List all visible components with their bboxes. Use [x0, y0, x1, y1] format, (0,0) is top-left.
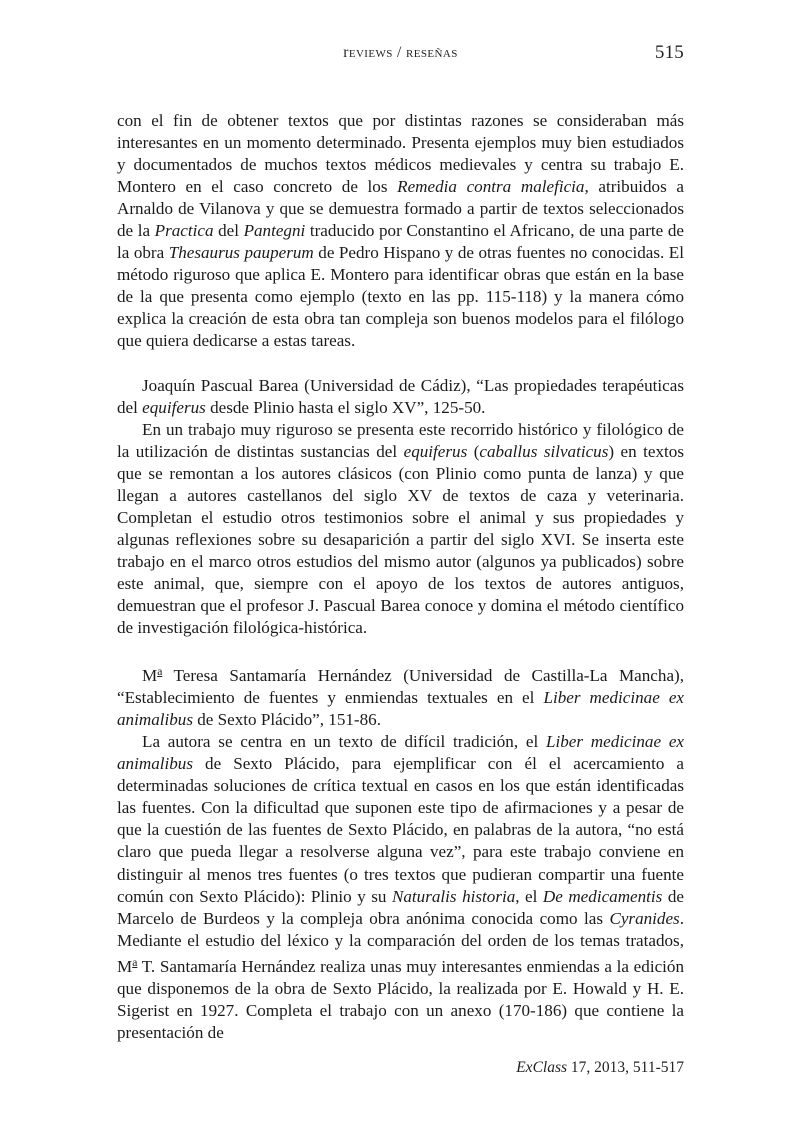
- italic-title: equiferus: [142, 397, 206, 417]
- text-run: Joaquín Pascual Barea (Universidad de Cádiz), “Las propiedades terapéuticas del: [117, 375, 684, 417]
- text-run: de Pedro Hispano y de otras fuentes no conocidas. El método riguroso que aplica E. Montero para identificar obras que están en la base de la que presenta como ejemplo (texto en las pp. 115-118) y la manera cómo explica la creación de esta obra tan compleja son buenos modelos para el filólogo que quiera dedicarse a estas tareas.: [117, 243, 684, 351]
- text-run: del: [213, 221, 244, 241]
- text-run: ) en textos que se remontan a los autores clásicos (con Plinio como punta de lanza) y que llegan a autores castellanos del siglo XV de textos de caza y veterinaria. Completan el estudio otros testimonios sobre el animal y sus propiedades y algunas reflexiones sobre su desaparición a partir del siglo XVI. Se inserta este trabajo en el marco otros estudios del mismo autor (algunos ya publicados) sobre este animal, que, siempre con el apoyo de los textos de autores antiguos, demuestran que el profesor J. Pascual Barea conoce y domina el método científico de investigación filológica-histórica.: [117, 441, 684, 638]
- ordinal-superscript: a: [132, 955, 138, 969]
- italic-title: Remedia contra maleficia: [397, 177, 585, 197]
- italic-title: Naturalis historia: [391, 886, 516, 906]
- page-number: 515: [654, 42, 684, 63]
- paragraph: [117, 110, 684, 353]
- italic-title: Cyranides: [609, 908, 680, 928]
- italic-title: Liber medicinae ex animalibus: [117, 688, 685, 730]
- running-head-title: reviews / reseñas: [343, 44, 458, 61]
- paragraph: [117, 419, 684, 639]
- text-run: con el fin de obtener textos que por distintas razones se consideraban más interesantes en un momento determinado. Presenta ejemplos muy bien estudiados y documentados de muchos textos médicos medievales y centra su trabajo E. Montero en el caso concreto de los: [117, 111, 684, 197]
- text-run: de Sexto Plácido, para ejemplificar con él el acercamiento a determinadas soluciones de crítica textual en casos en los que están identificadas las fuentes. Con la dificultad que suponen este tipo de afirmaciones y a pesar de que la cuestión de las fuentes de Sexto Plácido, en palabras de la autora, “no está claro que pueda llegar a resolverse alguna vez”, para este trabajo conviene en distinguir al menos tres fuentes (o tres textos que pudieran compartir una fuente común con Sexto Plácido): Plinio y su: [117, 754, 684, 906]
- text-run: M: [142, 666, 158, 686]
- italic-title: Pantegni: [243, 221, 306, 241]
- text-run: de Marcelo de Burdeos y la compleja obra anónima conocida como las: [117, 886, 684, 928]
- text-run: . Mediante el estudio del léxico y la comparación del orden de los temas tratados, M: [117, 908, 684, 976]
- italic-title: De medicamentis: [542, 886, 663, 906]
- italic-title: Practica: [154, 221, 214, 241]
- paragraph: [117, 661, 684, 731]
- text-run: , el: [515, 886, 543, 906]
- text-run: traducido por Constantino el Africano, de una parte de la obra: [117, 221, 684, 263]
- footer-citation-detail: 17, 2013, 511-517: [567, 1059, 684, 1076]
- paragraph: [117, 375, 684, 419]
- footer-citation: [117, 1059, 684, 1077]
- text-run: En un trabajo muy riguroso se presenta este recorrido histórico y filológico de la utilización de distintas sustancias del: [117, 419, 684, 461]
- text-run: Teresa Santamaría Hernández (Universidad de Castilla-La Mancha), “Establecimiento de fuentes y enmiendas textuales en el: [117, 666, 684, 708]
- body-text-block: [117, 110, 684, 1044]
- running-head: [117, 44, 684, 66]
- italic-title: caballus silvaticus: [479, 441, 609, 461]
- italic-title: Liber medicinae ex animalibus: [117, 732, 684, 774]
- paragraph: [117, 731, 684, 1044]
- text-run: T. Santamaría Hernández realiza unas muy interesantes enmiendas a la edición que disponemos de la obra de Sexto Plácido, la realizada por E. Howald y H. E. Sigerist en 1927. Completa el trabajo con un anexo (170-186) que contiene la presentación de: [117, 956, 684, 1042]
- text-run: desde Plinio hasta el siglo XV”, 125-50.: [205, 397, 486, 417]
- text-run: , atribuidos a Arnaldo de Vilanova y que se demuestra formado a partir de textos seleccionados de la: [117, 177, 684, 241]
- ordinal-superscript: a: [157, 665, 163, 679]
- footer-journal-title: ExClass: [516, 1059, 568, 1076]
- italic-title: equiferus: [403, 441, 468, 461]
- text-run: La autora se centra en un texto de difícil tradición, el: [142, 732, 546, 752]
- text-run: (: [467, 441, 480, 461]
- italic-title: Thesaurus pauperum: [168, 243, 314, 263]
- text-run: de Sexto Plácido”, 151-86.: [192, 710, 381, 730]
